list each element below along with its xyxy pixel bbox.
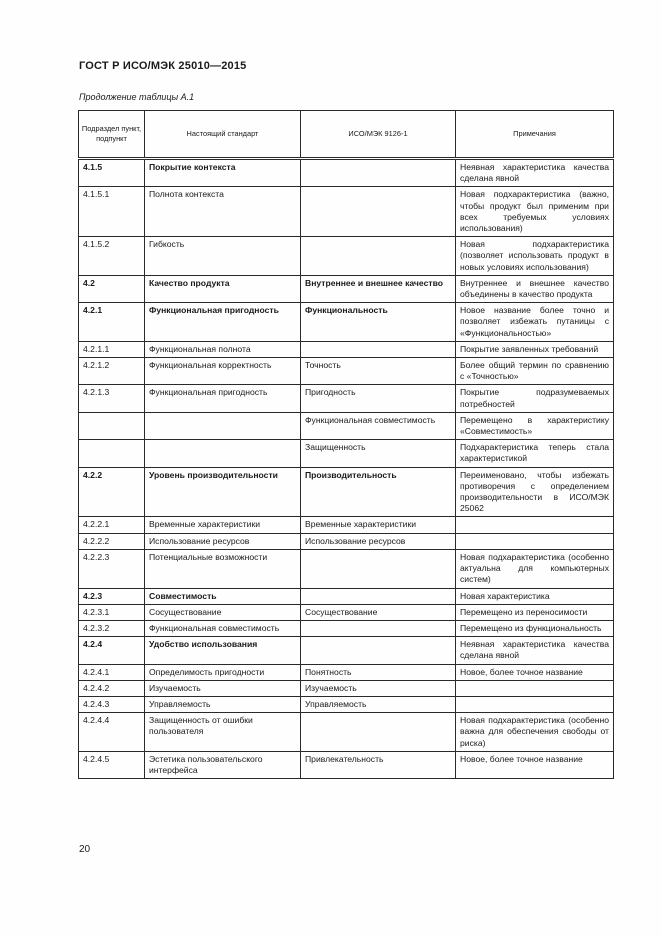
- column-header-this-standard: Настоящий стандарт: [145, 111, 301, 159]
- table-row: [79, 620, 614, 636]
- cell-iso: Точность: [301, 358, 456, 385]
- cell-iso: Управляемость: [301, 696, 456, 712]
- cell-note: Подхарактеристика теперь стала характеристикой: [456, 440, 614, 467]
- cell-note: Новая подхарактеристика (особенно актуальна для компьютерных систем): [456, 549, 614, 588]
- cell-iso: Функциональная совместимость: [301, 412, 456, 439]
- cell-note: Более общий термин по сравнению с «Точностью»: [456, 358, 614, 385]
- cell-standard: Качество продукта: [145, 275, 301, 302]
- cell-subsection: 4.2.2.3: [79, 549, 145, 588]
- cell-standard: Эстетика пользовательского интерфейса: [145, 751, 301, 778]
- table-row: [79, 637, 614, 664]
- cell-note: [456, 696, 614, 712]
- cell-note: Новая подхарактеристика (позволяет использовать продукт в новых условиях использования): [456, 237, 614, 276]
- cell-iso: Защищенность: [301, 440, 456, 467]
- table-row: [79, 237, 614, 276]
- cell-iso: [301, 237, 456, 276]
- cell-iso: [301, 187, 456, 237]
- cell-note: Покрытие подразумеваемых потребностей: [456, 385, 614, 412]
- cell-note: [456, 533, 614, 549]
- cell-subsection: 4.1.5: [79, 159, 145, 187]
- cell-subsection: 4.1.5.1: [79, 187, 145, 237]
- table-body: [79, 159, 614, 779]
- cell-iso: [301, 713, 456, 752]
- cell-subsection: 4.2.3.1: [79, 604, 145, 620]
- cell-iso: Пригодность: [301, 385, 456, 412]
- cell-subsection: 4.2.1.1: [79, 341, 145, 357]
- cell-standard: [145, 440, 301, 467]
- table-row: [79, 680, 614, 696]
- cell-note: Неявная характеристика качества сделана явной: [456, 637, 614, 664]
- document-header: ГОСТ Р ИСО/МЭК 25010—2015: [79, 60, 247, 72]
- cell-subsection: 4.2.2.1: [79, 517, 145, 533]
- cell-subsection: 4.2.4.4: [79, 713, 145, 752]
- cell-subsection: 4.2.4.1: [79, 664, 145, 680]
- cell-iso: Внутреннее и внешнее качество: [301, 275, 456, 302]
- table-row: [79, 517, 614, 533]
- table-row: [79, 549, 614, 588]
- cell-standard: Удобство использования: [145, 637, 301, 664]
- cell-subsection: 4.2.2: [79, 467, 145, 517]
- table-row: [79, 604, 614, 620]
- cell-note: Покрытие заявленных требований: [456, 341, 614, 357]
- table-row: [79, 303, 614, 342]
- page-number: 20: [79, 844, 91, 855]
- table-row: [79, 696, 614, 712]
- cell-standard: Сосуществование: [145, 604, 301, 620]
- table-row: [79, 664, 614, 680]
- cell-note: Неявная характеристика качества сделана явной: [456, 159, 614, 187]
- cell-note: Новая подхарактеристика (особенно важна для обеспечения свободы от риска): [456, 713, 614, 752]
- cell-note: Внутреннее и внешнее качество объединены в качество продукта: [456, 275, 614, 302]
- table-row: [79, 159, 614, 187]
- cell-iso: Использование ресурсов: [301, 533, 456, 549]
- cell-iso: Производительность: [301, 467, 456, 517]
- cell-note: Перемещено из функциональность: [456, 620, 614, 636]
- table-caption: Продолжение таблицы А.1: [79, 92, 195, 102]
- cell-iso: Понятность: [301, 664, 456, 680]
- table-row: [79, 533, 614, 549]
- cell-subsection: 4.2.3: [79, 588, 145, 604]
- cell-note: Новое, более точное название: [456, 751, 614, 778]
- cell-iso: [301, 341, 456, 357]
- cell-iso: [301, 159, 456, 187]
- cell-standard: [145, 412, 301, 439]
- cell-iso: [301, 549, 456, 588]
- cell-subsection: 4.2.1.3: [79, 385, 145, 412]
- cell-standard: Полнота контекста: [145, 187, 301, 237]
- cell-iso: Привлекательность: [301, 751, 456, 778]
- cell-standard: Изучаемость: [145, 680, 301, 696]
- cell-standard: Временные характеристики: [145, 517, 301, 533]
- cell-subsection: 4.2.2.2: [79, 533, 145, 549]
- cell-subsection: 4.1.5.2: [79, 237, 145, 276]
- cell-iso: [301, 588, 456, 604]
- cell-standard: Гибкость: [145, 237, 301, 276]
- table-row: [79, 751, 614, 778]
- cell-subsection: 4.2.4.2: [79, 680, 145, 696]
- cell-subsection: [79, 440, 145, 467]
- table-row: [79, 440, 614, 467]
- cell-iso: [301, 637, 456, 664]
- cell-note: Новая подхарактеристика (важно, чтобы продукт был применим при всех требуемых условиях использования): [456, 187, 614, 237]
- cell-subsection: 4.2.4.3: [79, 696, 145, 712]
- table-row: [79, 187, 614, 237]
- cell-subsection: 4.2.4: [79, 637, 145, 664]
- cell-standard: Управляемость: [145, 696, 301, 712]
- cell-iso: Сосуществование: [301, 604, 456, 620]
- cell-standard: Функциональная совместимость: [145, 620, 301, 636]
- cell-standard: Функциональная корректность: [145, 358, 301, 385]
- column-header-iso-9126: ИСО/МЭК 9126-1: [301, 111, 456, 159]
- cell-iso: Функциональность: [301, 303, 456, 342]
- cell-note: Перемещено из переносимости: [456, 604, 614, 620]
- cell-standard: Функциональная пригодность: [145, 385, 301, 412]
- table-row: [79, 385, 614, 412]
- table-row: [79, 713, 614, 752]
- cell-standard: Совместимость: [145, 588, 301, 604]
- cell-iso: Временные характеристики: [301, 517, 456, 533]
- cell-note: Новое, более точное название: [456, 664, 614, 680]
- cell-standard: Функциональная пригодность: [145, 303, 301, 342]
- cell-subsection: 4.2.4.5: [79, 751, 145, 778]
- table-header-row: [79, 111, 614, 159]
- cell-subsection: 4.2.1: [79, 303, 145, 342]
- cell-standard: Определимость пригодности: [145, 664, 301, 680]
- cell-subsection: 4.2.3.2: [79, 620, 145, 636]
- cell-iso: Изучаемость: [301, 680, 456, 696]
- cell-subsection: [79, 412, 145, 439]
- comparison-table: [78, 110, 614, 779]
- column-header-notes: Примечания: [456, 111, 614, 159]
- table-row: [79, 275, 614, 302]
- cell-subsection: 4.2.1.2: [79, 358, 145, 385]
- cell-note: Переименовано, чтобы избежать противоречия с определением производительности в ИСО/МЭК 25062: [456, 467, 614, 517]
- cell-standard: Потенциальные возможности: [145, 549, 301, 588]
- cell-standard: Уровень производительности: [145, 467, 301, 517]
- cell-note: [456, 517, 614, 533]
- cell-note: Новая характеристика: [456, 588, 614, 604]
- cell-subsection: 4.2: [79, 275, 145, 302]
- table-row: [79, 467, 614, 517]
- column-header-subsection: Подраздел пункт, подпункт: [79, 111, 145, 159]
- table-row: [79, 412, 614, 439]
- cell-note: [456, 680, 614, 696]
- table-row: [79, 358, 614, 385]
- cell-standard: Функциональная полнота: [145, 341, 301, 357]
- table-row: [79, 341, 614, 357]
- cell-iso: [301, 620, 456, 636]
- cell-note: Новое название более точно и позволяет избежать путаницы с «Функциональностью»: [456, 303, 614, 342]
- cell-standard: Покрытие контекста: [145, 159, 301, 187]
- cell-standard: Использование ресурсов: [145, 533, 301, 549]
- cell-standard: Защищенность от ошибки пользователя: [145, 713, 301, 752]
- cell-note: Перемещено в характеристику «Совместимость»: [456, 412, 614, 439]
- table-row: [79, 588, 614, 604]
